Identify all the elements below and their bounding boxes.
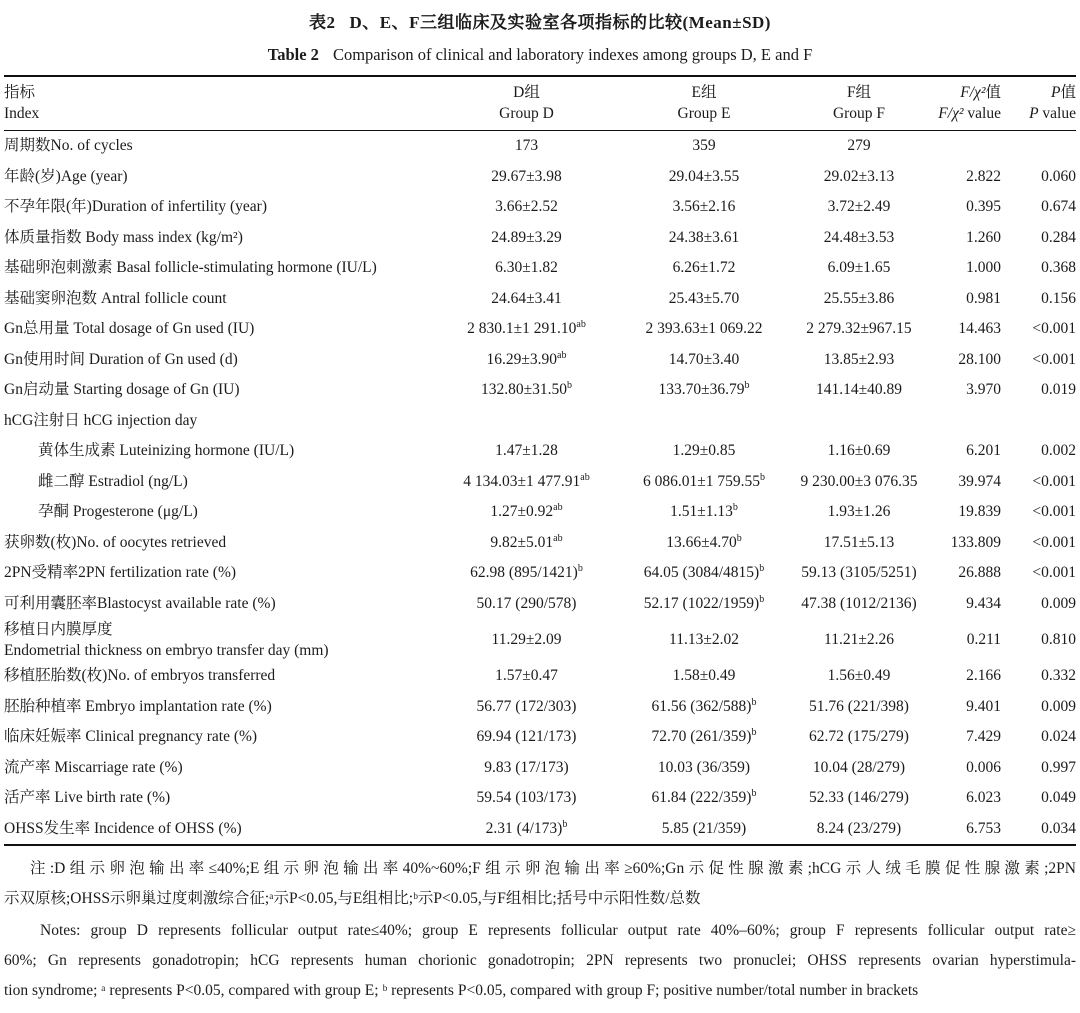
cell-group-f: 29.02±3.13 — [823, 167, 895, 185]
cell-p-value: 0.024 — [1041, 728, 1076, 746]
cell-group-f: 47.38 (1012/2136) — [801, 594, 917, 612]
header-index-en: Index — [4, 105, 40, 122]
cell-group-e: 64.05 $(3084/4815)^b$ — [643, 563, 765, 582]
cell-group-e: 29.04±3.55 — [668, 167, 740, 185]
cell-group-f: 13.85±2.93 — [823, 350, 895, 368]
cell-group-e: 6 086.01±1 759.55$^b$ — [642, 471, 765, 490]
table-row — [4, 131, 1076, 162]
cell-group-e: 24.38±3.61 — [668, 228, 740, 246]
cell-group-e: 52.17 $(1022/1959)^b$ — [643, 593, 765, 612]
table-body — [4, 131, 1076, 846]
cell-group-d: 50.17 (290/578) — [476, 594, 577, 612]
table-row — [4, 497, 1076, 528]
cell-group-d: 16.29±3.90$^{ab}$ — [486, 349, 567, 368]
row-label: 体质量指数 Body mass index (kg/m²) — [4, 228, 243, 246]
table-row — [4, 284, 1076, 315]
row-label: 周期数No. of cycles — [4, 137, 133, 155]
cell-group-d: 6.30±1.82 — [495, 259, 558, 277]
cell-group-f: 52.33 (146/279) — [809, 789, 909, 807]
cell-f-chi2: 2.822 — [966, 167, 1001, 185]
header-index — [4, 76, 429, 131]
cell-group-f: 279 — [847, 137, 871, 155]
cell-p-value: 0.002 — [1041, 442, 1076, 460]
table-row — [4, 619, 1076, 661]
cell-group-d: 9.83 (17/173) — [484, 758, 569, 776]
table-row — [4, 192, 1076, 223]
cell-f-chi2: 1.260 — [966, 228, 1001, 246]
cell-group-e: 1.29±0.85 — [672, 442, 736, 460]
cell-group-d: 59.54 (103/173) — [476, 789, 577, 807]
cell-p-value: <0.001 — [1032, 320, 1076, 338]
cell-group-d: 173 — [514, 137, 539, 155]
table-number-en: Table 2 — [267, 45, 319, 64]
cell-f-chi2 — [934, 406, 1001, 437]
header-group-d — [429, 76, 624, 131]
cell-group-e: 133.70±36.79$^b$ — [658, 380, 750, 399]
cell-p-value: <0.001 — [1032, 533, 1076, 551]
header-group-e-zh: E组 — [691, 84, 717, 101]
header-p-value: P值 P value — [1001, 76, 1076, 131]
cell-f-chi2: 0.981 — [966, 289, 1001, 307]
row-label: 基础卵泡刺激素 Basal follicle-stimulating hormone (IU/L) — [4, 259, 377, 277]
table-row — [4, 253, 1076, 284]
cell-p-value: 0.034 — [1041, 819, 1076, 837]
row-label: 孕酮 Progesterone (μg/L) — [38, 503, 198, 521]
cell-f-chi2: 39.974 — [958, 472, 1001, 490]
cell-group-e: 14.70±3.40 — [668, 350, 740, 368]
cell-f-chi2: 9.434 — [966, 594, 1001, 612]
header-group-d-zh: D组 — [513, 84, 540, 101]
cell-p-value: <0.001 — [1032, 350, 1076, 368]
cell-group-d: 4 134.03±1 477.91$^{ab}$ — [463, 471, 590, 490]
table-row — [4, 558, 1076, 589]
header-f-chi2-value: F/χ²值 F/χ² value — [934, 76, 1001, 131]
cell-p-value: 0.009 — [1041, 697, 1076, 715]
table-row — [4, 467, 1076, 498]
cell-group-d: 24.64±3.41 — [491, 289, 562, 307]
cell-group-e: 11.13±2.02 — [669, 631, 739, 648]
cell-group-f: 8.24 (23/279) — [816, 819, 902, 837]
cell-f-chi2: 9.401 — [966, 697, 1001, 715]
table-row — [4, 314, 1076, 345]
cell-p-value: 0.156 — [1041, 289, 1076, 307]
row-label: hCG注射日 hCG injection day — [4, 411, 198, 429]
note-english — [4, 916, 1076, 1006]
cell-p-value: <0.001 — [1032, 503, 1076, 521]
cell-f-chi2: 133.809 — [950, 533, 1001, 551]
cell-group-f: 11.21±2.26 — [824, 631, 894, 648]
cell-group-d: 9.82±5.01$^{ab}$ — [490, 532, 563, 551]
cell-group-d: 2 830.1±1 291.10$^{ab}$ — [467, 319, 586, 338]
cell-group-e: 3.56±2.16 — [672, 198, 736, 216]
row-label: 黄体生成素 Luteinizing hormone (IU/L) — [38, 442, 295, 460]
table-row — [4, 375, 1076, 406]
cell-p-value — [1001, 131, 1076, 162]
row-label: 胚胎种植率 Embryo implantation rate (%) — [4, 697, 272, 715]
cell-f-chi2: 1.000 — [966, 259, 1001, 277]
cell-group-d: 62.98 $(895/1421)^b$ — [470, 563, 583, 582]
cell-group-e: 359 — [692, 137, 716, 155]
cell-p-value: <0.001 — [1032, 472, 1076, 490]
header-row — [4, 76, 1076, 131]
row-label: 移植胚胎数(枚)No. of embryos transferred — [4, 667, 276, 685]
cell-p-value: 0.332 — [1041, 667, 1076, 685]
row-label: Gn使用时间 Duration of Gn used (d) — [4, 350, 238, 368]
row-label: 活产率 Live birth rate (%) — [4, 789, 171, 807]
cell-group-f: 1.16±0.69 — [827, 442, 891, 460]
cell-f-chi2: 28.100 — [958, 350, 1001, 368]
cell-p-value: 0.049 — [1041, 789, 1076, 807]
cell-group-d: 1.27±0.92$^{ab}$ — [490, 502, 563, 521]
table-row — [4, 692, 1076, 723]
cell-group-f: 6.09±1.65 — [827, 259, 891, 277]
note-english-line1: Notes: group D represents follicular output rate≤40%; group E represents follicular output rate 40%–60%; group F represents follicular output rate≥ — [40, 922, 1076, 939]
cell-f-chi2: 14.463 — [958, 320, 1001, 338]
cell-group-d: 1.57±0.47 — [495, 667, 558, 685]
cell-p-value: 0.060 — [1041, 167, 1076, 185]
cell-f-chi2: 0.395 — [966, 198, 1001, 216]
header-group-f-en: Group F — [832, 105, 886, 122]
cell-group-f: 141.14±40.89 — [815, 381, 902, 399]
cell-p-value: 0.368 — [1041, 259, 1076, 277]
table-title-zh — [4, 10, 1076, 36]
cell-group-e: 61.56 $(362/588)^b$ — [651, 696, 757, 715]
header-group-e-en: Group E — [677, 105, 731, 122]
table-row — [4, 753, 1076, 784]
cell-f-chi2: 19.839 — [958, 503, 1001, 521]
cell-f-chi2 — [934, 131, 1001, 162]
cell-group-d: 29.67±3.98 — [491, 167, 562, 185]
table-row — [4, 661, 1076, 692]
cell-p-value: 0.674 — [1041, 198, 1076, 216]
cell-group-d — [429, 406, 624, 437]
row-label: 临床妊娠率 Clinical pregnancy rate (%) — [4, 728, 258, 746]
cell-group-e: 1.58±0.49 — [672, 667, 736, 685]
cell-f-chi2: 7.429 — [966, 728, 1001, 746]
row-label: 流产率 Miscarriage rate (%) — [4, 758, 183, 776]
table-title-en — [4, 43, 1076, 67]
cell-group-f: 2 279.32±967.15 — [806, 320, 912, 338]
cell-group-d: 69.94 (121/173) — [476, 728, 577, 746]
note-english-line3: tion syndrome; ᵃ represents P<0.05, compared with group E; ᵇ represents P<0.05, compared with group F; positive number/total number in brackets — [4, 982, 919, 999]
cell-f-chi2: 6.201 — [966, 442, 1001, 460]
cell-group-d: 24.89±3.29 — [491, 228, 562, 246]
cell-p-value: 0.009 — [1041, 594, 1076, 612]
cell-f-chi2: 0.211 — [966, 631, 1001, 648]
cell-group-f: 1.56±0.49 — [827, 667, 891, 685]
row-label: 雌二醇 Estradiol (ng/L) — [38, 472, 188, 490]
cell-p-value: <0.001 — [1032, 564, 1076, 582]
header-group-e — [624, 76, 784, 131]
cell-group-e: 61.84 $(222/359)^b$ — [651, 788, 757, 807]
table-row — [4, 223, 1076, 254]
row-label: 移植日内膜厚度 Endometrial thickness on embryo transfer day (mm) — [4, 621, 329, 659]
table-row — [4, 722, 1076, 753]
cell-group-d: 3.66±2.52 — [495, 198, 558, 216]
cell-group-d: 56.77 (172/303) — [476, 697, 577, 715]
paper-page — [4, 0, 1076, 1006]
row-label: OHSS发生率 Incidence of OHSS (%) — [4, 819, 242, 837]
cell-f-chi2: 6.753 — [966, 819, 1001, 837]
table-row — [4, 814, 1076, 846]
note-english-line2: 60%; Gn represents gonadotropin; hCG represents human chorionic gonadotropin; 2PN represents two pronuclei; OHSS represents ovarian hyperstimula- — [4, 952, 1076, 969]
row-label: Gn启动量 Starting dosage of Gn (IU) — [4, 381, 240, 399]
row-label: 获卵数(枚)No. of oocytes retrieved — [4, 533, 227, 551]
row-label: 2PN受精率2PN fertilization rate (%) — [4, 564, 237, 582]
table-number-zh: 表2 — [309, 13, 336, 32]
table-row — [4, 345, 1076, 376]
header-group-f — [784, 76, 934, 131]
cell-group-e: 13.66±4.70$^b$ — [666, 532, 742, 551]
table-row — [4, 436, 1076, 467]
row-label: Gn总用量 Total dosage of Gn used (IU) — [4, 320, 255, 338]
table-title-zh-text: D、E、F三组临床及实验室各项指标的比较(Mean±SD) — [349, 13, 771, 32]
note-chinese — [4, 854, 1076, 914]
cell-group-f — [784, 406, 934, 437]
table-row — [4, 589, 1076, 620]
header-group-f-zh: F组 — [846, 84, 872, 101]
cell-group-e: 10.03 (36/359) — [657, 758, 751, 776]
row-label: 基础窦卵泡数 Antral follicle count — [4, 289, 227, 307]
header-index-zh: 指标 — [4, 84, 36, 101]
cell-group-e: 72.70 $(261/359)^b$ — [651, 727, 757, 746]
cell-group-e — [624, 406, 784, 437]
header-group-d-en: Group D — [499, 105, 554, 122]
row-label: 可利用囊胚率Blastocyst available rate (%) — [4, 594, 276, 612]
cell-f-chi2: 6.023 — [966, 789, 1001, 807]
note-chinese-line2: 示双原核;OHSS示卵巢过度刺激综合征;ᵃ示P<0.05,与E组相比;ᵇ示P<0.05,与F组相比;括号中示阳性数/总数 — [4, 890, 701, 907]
cell-group-f: 17.51±5.13 — [823, 533, 895, 551]
cell-p-value: 0.019 — [1041, 381, 1076, 399]
cell-group-f: 3.72±2.49 — [827, 198, 891, 216]
cell-group-e: 25.43±5.70 — [668, 289, 740, 307]
row-label: 不孕年限(年)Duration of infertility (year) — [4, 198, 267, 216]
cell-f-chi2: 0.006 — [966, 758, 1001, 776]
cell-group-f: 24.48±3.53 — [823, 228, 895, 246]
cell-group-e: 6.26±1.72 — [672, 259, 736, 277]
cell-group-e: 2 393.63±1 069.22 — [645, 320, 763, 338]
table-title-en-text: Comparison of clinical and laboratory indexes among groups D, E and F — [332, 45, 813, 64]
cell-group-f: 51.76 (221/398) — [809, 697, 909, 715]
cell-group-d: 1.47±1.28 — [495, 442, 558, 460]
table-row — [4, 406, 1076, 437]
cell-group-f: 25.55±3.86 — [823, 289, 895, 307]
table-row — [4, 783, 1076, 814]
cell-f-chi2: 26.888 — [958, 564, 1001, 582]
table-row — [4, 162, 1076, 193]
cell-p-value: 0.284 — [1041, 228, 1076, 246]
row-label: 年龄(岁)Age (year) — [4, 167, 128, 185]
cell-group-f: 9 230.00±3 076.35 — [800, 472, 918, 490]
cell-group-d: 132.80±31.50$^b$ — [480, 380, 572, 399]
note-chinese-line1: 注:D组示卵泡输出率≤40%;E组示卵泡输出率40%~60%;F组示卵泡输出率≥60%;Gn示促性腺激素;hCG示人绒毛膜促性腺激素;2PN — [30, 860, 1076, 877]
cell-p-value — [1001, 406, 1076, 437]
cell-f-chi2: 2.166 — [966, 667, 1001, 685]
comparison-table — [4, 75, 1076, 846]
cell-f-chi2: 3.970 — [966, 381, 1001, 399]
cell-group-f: 10.04 (28/279) — [812, 758, 906, 776]
cell-group-e: 5.85 (21/359) — [661, 819, 747, 837]
cell-group-f: 1.93±1.26 — [827, 503, 891, 521]
cell-p-value: 0.997 — [1041, 758, 1076, 776]
cell-group-f: 62.72 (175/279) — [809, 728, 909, 746]
cell-group-f: 59.13 (3105/5251) — [801, 564, 917, 582]
table-header — [4, 76, 1076, 131]
table-row — [4, 528, 1076, 559]
cell-p-value: 0.810 — [1041, 631, 1076, 648]
cell-group-d: 2.31 $(4/173)^b$ — [485, 818, 568, 837]
cell-group-e: 1.51±1.13$^b$ — [670, 502, 738, 521]
cell-group-d: 11.29±2.09 — [491, 631, 562, 648]
